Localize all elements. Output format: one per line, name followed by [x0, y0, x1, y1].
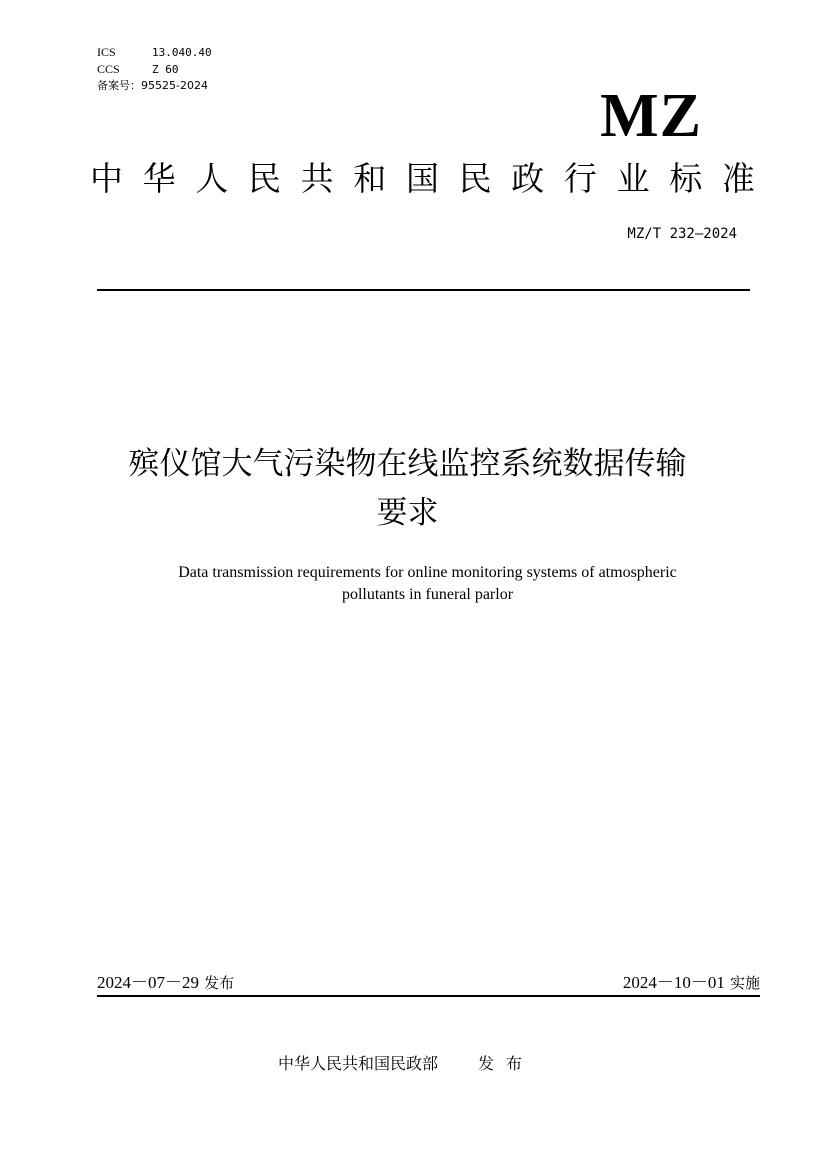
- standard-title-char: 共: [300, 159, 334, 198]
- publisher-line: [278, 1053, 534, 1075]
- standard-title-char: 华: [142, 159, 176, 198]
- ics-row: [97, 44, 212, 61]
- title-en-line: pollutants in funeral parlor: [341, 586, 514, 603]
- title-cn-line: 要求: [376, 495, 439, 531]
- document-title-en: [90, 562, 765, 606]
- standard-title-char: 准: [721, 159, 755, 198]
- standard-title-char: 和: [353, 159, 387, 198]
- standard-title-char: 行: [563, 159, 597, 198]
- bottom-divider: [97, 995, 760, 997]
- implement-date-group: [623, 972, 760, 994]
- standard-number: MZ/T 232—2024: [627, 226, 737, 242]
- standard-title-char: 民: [247, 159, 281, 198]
- ccs-value: Z 60: [152, 63, 179, 76]
- document-title-cn: [60, 440, 755, 538]
- top-divider: [97, 289, 750, 291]
- standard-title-char: 标: [669, 159, 703, 198]
- filing-number: 备案号：95525-2024: [97, 79, 208, 92]
- ccs-label: CCS: [97, 62, 120, 76]
- publisher-verb: 发布: [478, 1054, 535, 1073]
- release-date: 2024－07－29: [97, 973, 199, 992]
- standard-title-char: 民: [458, 159, 492, 198]
- mz-logo: MZ: [600, 82, 702, 150]
- implement-date: 2024－10－01: [622, 973, 725, 992]
- standard-title-char: 国: [405, 159, 439, 198]
- standard-title-char: 人: [195, 159, 229, 198]
- standard-title-char: 业: [616, 159, 650, 198]
- classification-block: [97, 44, 212, 94]
- standard-category-title: [90, 156, 755, 202]
- implement-label: 实施: [729, 974, 760, 992]
- standard-title-char: 中: [90, 159, 123, 198]
- publisher-name: 中华人民共和国民政部: [278, 1054, 439, 1073]
- filing-row: [97, 78, 212, 94]
- ics-label: ICS: [97, 45, 116, 59]
- standard-title-char: 政: [511, 159, 545, 198]
- release-date-group: [97, 972, 234, 994]
- title-en-line: Data transmission requirements for online monitoring systems of atmospheric: [178, 564, 677, 581]
- title-cn-line: 殡仪馆大气污染物在线监控系统数据传输: [128, 446, 687, 482]
- release-label: 发布: [204, 974, 235, 992]
- ics-value: 13.040.40: [152, 46, 212, 59]
- dates-row: [97, 972, 760, 994]
- ccs-row: [97, 61, 212, 78]
